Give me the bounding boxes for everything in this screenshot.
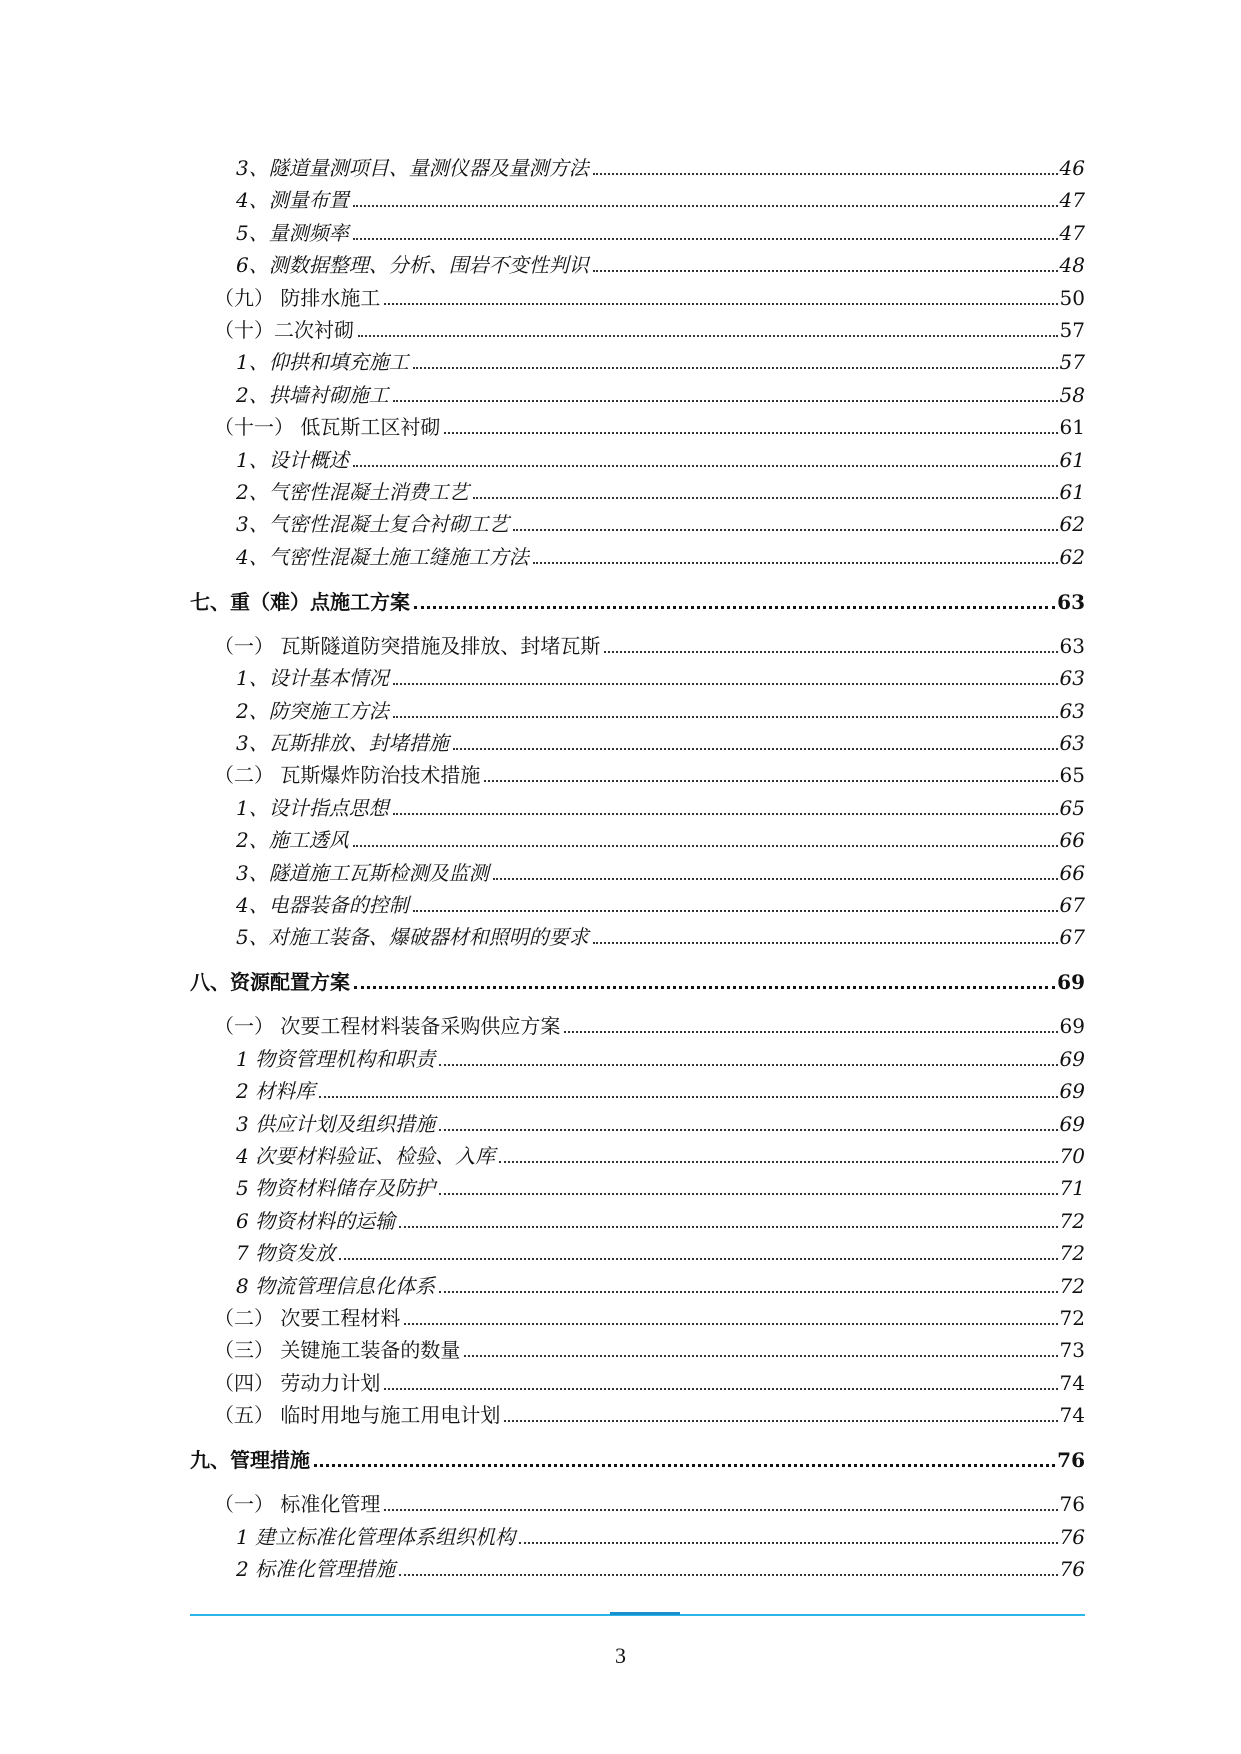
toc-entry-page-number: 69 xyxy=(1059,1079,1085,1103)
toc-dot-leader xyxy=(439,1064,1057,1066)
toc-dot-leader xyxy=(519,1542,1057,1544)
toc-entry-title: 2、拱墙衬砌施工 xyxy=(236,383,389,407)
toc-dot-leader xyxy=(439,1129,1057,1131)
toc-entry-title: （九） 防排水施工 xyxy=(214,286,381,310)
toc-subsection-entry[interactable] xyxy=(236,919,1085,949)
toc-entry-page-number: 76 xyxy=(1059,1492,1085,1516)
toc-dot-leader xyxy=(393,813,1058,815)
toc-subsection-entry[interactable] xyxy=(236,377,1085,407)
toc-section-entry[interactable] xyxy=(214,757,1085,787)
toc-subsection-entry[interactable] xyxy=(236,822,1085,852)
toc-dot-leader xyxy=(404,1323,1057,1325)
toc-entry-title: 1、设计基本情况 xyxy=(236,666,389,690)
toc-section-entry[interactable] xyxy=(214,628,1085,658)
toc-entry-page-number: 48 xyxy=(1059,253,1085,277)
toc-dot-leader xyxy=(533,562,1058,564)
toc-dot-leader xyxy=(353,845,1058,847)
toc-dot-leader xyxy=(339,1258,1057,1260)
toc-entry-title: （五） 临时用地与施工用电计划 xyxy=(214,1403,501,1427)
toc-entry-page-number: 70 xyxy=(1059,1144,1085,1168)
toc-subsection-entry[interactable] xyxy=(236,1106,1085,1136)
toc-chapter-entry[interactable] xyxy=(190,964,1085,994)
toc-entry-title: 1 建立标准化管理体系组织机构 xyxy=(236,1525,516,1549)
toc-dot-leader xyxy=(353,238,1058,240)
toc-dot-leader xyxy=(413,367,1058,369)
footer-rule-accent xyxy=(610,1612,680,1615)
toc-dot-leader xyxy=(484,780,1057,782)
toc-entry-page-number: 65 xyxy=(1059,763,1085,787)
toc-dot-leader xyxy=(493,878,1058,880)
toc-entry-page-number: 50 xyxy=(1059,286,1085,310)
toc-entry-title: 6、测数据整理、分析、围岩不变性判识 xyxy=(236,253,589,277)
toc-entry-title: （十一） 低瓦斯工区衬砌 xyxy=(214,415,441,439)
toc-dot-leader xyxy=(393,716,1058,718)
toc-subsection-entry[interactable] xyxy=(236,1268,1085,1298)
toc-entry-page-number: 72 xyxy=(1059,1274,1085,1298)
toc-section-entry[interactable] xyxy=(214,1397,1085,1427)
toc-subsection-entry[interactable] xyxy=(236,887,1085,917)
toc-entry-page-number: 71 xyxy=(1059,1176,1085,1200)
toc-entry-title: 3、隧道施工瓦斯检测及监测 xyxy=(236,861,489,885)
toc-subsection-entry[interactable] xyxy=(236,1235,1085,1265)
toc-section-entry[interactable] xyxy=(214,409,1085,439)
toc-entry-title: 7 物资发放 xyxy=(236,1241,336,1265)
toc-entry-title: 4、测量布置 xyxy=(236,188,349,212)
toc-entry-page-number: 69 xyxy=(1059,1014,1085,1038)
toc-subsection-entry[interactable] xyxy=(236,790,1085,820)
toc-section-entry[interactable] xyxy=(214,312,1085,342)
toc-dot-leader xyxy=(464,1355,1057,1357)
toc-subsection-entry[interactable] xyxy=(236,215,1085,245)
toc-entry-title: 1、仰拱和填充施工 xyxy=(236,350,409,374)
toc-subsection-entry[interactable] xyxy=(236,1203,1085,1233)
toc-entry-title: 1 物资管理机构和职责 xyxy=(236,1047,436,1071)
toc-section-entry[interactable] xyxy=(214,280,1085,310)
toc-entry-page-number: 72 xyxy=(1059,1209,1085,1233)
toc-entry-page-number: 76 xyxy=(1059,1557,1085,1581)
toc-entry-page-number: 76 xyxy=(1057,1448,1085,1472)
toc-subsection-entry[interactable] xyxy=(236,442,1085,472)
toc-entry-title: 4、气密性混凝土施工缝施工方法 xyxy=(236,545,529,569)
toc-subsection-entry[interactable] xyxy=(236,474,1085,504)
toc-entry-page-number: 61 xyxy=(1059,415,1085,439)
toc-entry-title: 4、电器装备的控制 xyxy=(236,893,409,917)
toc-dot-leader xyxy=(513,529,1058,531)
toc-entry-page-number: 62 xyxy=(1059,512,1085,536)
toc-section-entry[interactable] xyxy=(214,1008,1085,1038)
toc-entry-title: 3、隧道量测项目、量测仪器及量测方法 xyxy=(236,156,589,180)
toc-entry-title: 2 标准化管理措施 xyxy=(236,1557,396,1581)
toc-entry-title: 5、量测频率 xyxy=(236,221,349,245)
toc-entry-title: 3、气密性混凝土复合衬砌工艺 xyxy=(236,512,509,536)
toc-dot-leader xyxy=(593,270,1058,272)
toc-entry-page-number: 57 xyxy=(1059,350,1085,374)
toc-dot-leader xyxy=(354,986,1055,989)
toc-dot-leader xyxy=(393,400,1058,402)
toc-entry-page-number: 57 xyxy=(1059,318,1085,342)
toc-entry-title: （一） 瓦斯隧道防突措施及排放、封堵瓦斯 xyxy=(214,634,601,658)
toc-entry-title: 3 供应计划及组织措施 xyxy=(236,1112,436,1136)
toc-entry-title: （四） 劳动力计划 xyxy=(214,1371,381,1395)
toc-entry-page-number: 63 xyxy=(1059,731,1085,755)
toc-subsection-entry[interactable] xyxy=(236,855,1085,885)
toc-subsection-entry[interactable] xyxy=(236,1138,1085,1168)
toc-dot-leader xyxy=(353,465,1058,467)
toc-subsection-entry[interactable] xyxy=(236,1073,1085,1103)
toc-chapter-entry[interactable] xyxy=(190,584,1085,614)
toc-chapter-entry[interactable] xyxy=(190,1442,1085,1472)
toc-subsection-entry[interactable] xyxy=(236,506,1085,536)
toc-entry-title: 2 材料库 xyxy=(236,1079,316,1103)
toc-dot-leader xyxy=(399,1226,1057,1228)
toc-entry-page-number: 46 xyxy=(1059,156,1085,180)
toc-entry-title: （三） 关键施工装备的数量 xyxy=(214,1338,461,1362)
toc-dot-leader xyxy=(319,1096,1057,1098)
toc-entry-page-number: 73 xyxy=(1059,1338,1085,1362)
toc-entry-title: 2、施工透风 xyxy=(236,828,349,852)
toc-subsection-entry[interactable] xyxy=(236,1041,1085,1071)
toc-dot-leader xyxy=(453,748,1058,750)
toc-entry-page-number: 65 xyxy=(1059,796,1085,820)
toc-entry-page-number: 72 xyxy=(1059,1241,1085,1265)
toc-entry-page-number: 66 xyxy=(1059,861,1085,885)
toc-entry-title: 5 物资材料储存及防护 xyxy=(236,1176,436,1200)
toc-entry-title: （二） 瓦斯爆炸防治技术措施 xyxy=(214,763,481,787)
toc-entry-title: 5、对施工装备、爆破器材和照明的要求 xyxy=(236,925,589,949)
toc-entry-page-number: 67 xyxy=(1059,925,1085,949)
toc-entry-page-number: 63 xyxy=(1057,590,1085,614)
toc-entry-title: 8 物流管理信息化体系 xyxy=(236,1274,436,1298)
toc-entry-title: （一） 标准化管理 xyxy=(214,1492,381,1516)
toc-subsection-entry[interactable] xyxy=(236,693,1085,723)
toc-dot-leader xyxy=(444,432,1057,434)
toc-entry-page-number: 61 xyxy=(1059,448,1085,472)
toc-subsection-entry[interactable] xyxy=(236,1170,1085,1200)
toc-subsection-entry[interactable] xyxy=(236,539,1085,569)
toc-dot-leader xyxy=(504,1420,1057,1422)
toc-entry-page-number: 74 xyxy=(1059,1371,1085,1395)
toc-entry-page-number: 69 xyxy=(1059,1112,1085,1136)
toc-subsection-entry[interactable] xyxy=(236,150,1085,180)
toc-entry-page-number: 74 xyxy=(1059,1403,1085,1427)
toc-entry-page-number: 47 xyxy=(1059,188,1085,212)
toc-subsection-entry[interactable] xyxy=(236,182,1085,212)
toc-entry-page-number: 62 xyxy=(1059,545,1085,569)
toc-dot-leader xyxy=(593,942,1058,944)
toc-entry-page-number: 67 xyxy=(1059,893,1085,917)
toc-dot-leader xyxy=(413,910,1058,912)
toc-subsection-entry[interactable] xyxy=(236,660,1085,690)
page-number: 3 xyxy=(615,1643,626,1668)
toc-entry-title: （一） 次要工程材料装备采购供应方案 xyxy=(214,1014,561,1038)
toc-entry-page-number: 63 xyxy=(1059,666,1085,690)
toc-entry-title: 2、气密性混凝土消费工艺 xyxy=(236,480,469,504)
toc-entry-title: 八、资源配置方案 xyxy=(190,970,350,994)
toc-entry-title: （二） 次要工程材料 xyxy=(214,1306,401,1330)
toc-entry-title: 6 物资材料的运输 xyxy=(236,1209,396,1233)
toc-subsection-entry[interactable] xyxy=(236,1551,1085,1581)
toc-entry-title: 七、重（难）点施工方案 xyxy=(190,590,410,614)
toc-dot-leader xyxy=(604,651,1057,653)
toc-entry-page-number: 58 xyxy=(1059,383,1085,407)
toc-dot-leader xyxy=(414,606,1055,609)
toc-entry-title: 1、设计指点思想 xyxy=(236,796,389,820)
toc-subsection-entry[interactable] xyxy=(236,247,1085,277)
toc-entry-page-number: 66 xyxy=(1059,828,1085,852)
toc-dot-leader xyxy=(384,303,1057,305)
toc-dot-leader xyxy=(358,335,1058,337)
toc-entry-title: 2、防突施工方法 xyxy=(236,699,389,723)
toc-dot-leader xyxy=(384,1509,1057,1511)
toc-dot-leader xyxy=(314,1464,1055,1467)
toc-dot-leader xyxy=(473,497,1058,499)
toc-dot-leader xyxy=(439,1291,1057,1293)
toc-entry-page-number: 69 xyxy=(1059,1047,1085,1071)
toc-dot-leader xyxy=(593,173,1058,175)
toc-entry-title: 九、管理措施 xyxy=(190,1448,310,1472)
toc-entry-page-number: 76 xyxy=(1059,1525,1085,1549)
toc-section-entry[interactable] xyxy=(214,1486,1085,1516)
toc-entry-page-number: 61 xyxy=(1059,480,1085,504)
toc-dot-leader xyxy=(353,205,1058,207)
toc-entry-title: （十）二次衬砌 xyxy=(214,318,354,342)
toc-dot-leader xyxy=(384,1388,1057,1390)
toc-entry-title: 3、瓦斯排放、封堵措施 xyxy=(236,731,449,755)
toc-dot-leader xyxy=(499,1161,1057,1163)
toc-section-entry[interactable] xyxy=(214,1365,1085,1395)
toc-entry-title: 1、设计概述 xyxy=(236,448,349,472)
toc-subsection-entry[interactable] xyxy=(236,725,1085,755)
toc-dot-leader xyxy=(393,683,1058,685)
toc-dot-leader xyxy=(439,1193,1057,1195)
toc-entry-title: 4 次要材料验证、检验、入库 xyxy=(236,1144,496,1168)
toc-section-entry[interactable] xyxy=(214,1332,1085,1362)
toc-dot-leader xyxy=(399,1574,1057,1576)
toc-subsection-entry[interactable] xyxy=(236,344,1085,374)
toc-entry-page-number: 63 xyxy=(1059,699,1085,723)
toc-dot-leader xyxy=(564,1031,1057,1033)
toc-section-entry[interactable] xyxy=(214,1300,1085,1330)
toc-entry-page-number: 72 xyxy=(1059,1306,1085,1330)
toc-entry-page-number: 63 xyxy=(1059,634,1085,658)
toc-entry-page-number: 47 xyxy=(1059,221,1085,245)
toc-entry-page-number: 69 xyxy=(1057,970,1085,994)
toc-subsection-entry[interactable] xyxy=(236,1519,1085,1549)
